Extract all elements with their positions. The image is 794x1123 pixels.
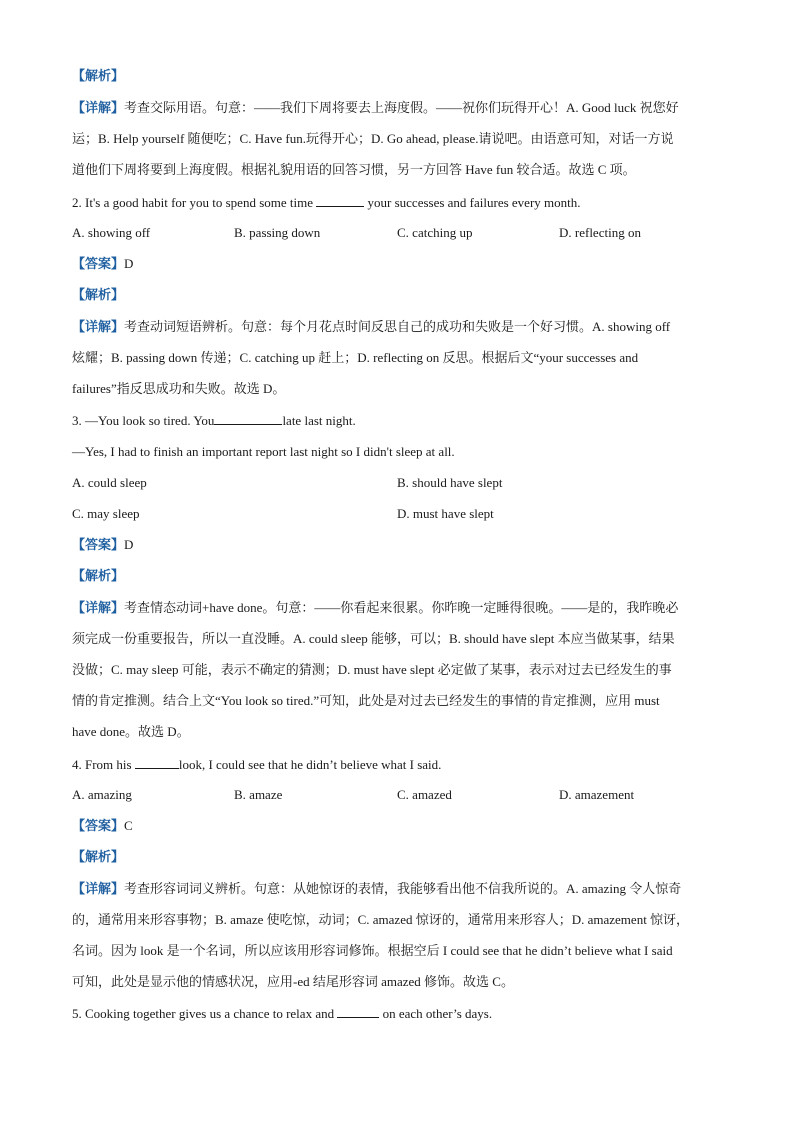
detail-tag: 【详解】 xyxy=(72,100,125,115)
question-5-stem: 5. Cooking together gives us a chance to relax and on each other’s days. xyxy=(72,1006,493,1021)
option-c: C. may sleep xyxy=(72,506,140,521)
detail-paragraph-line: 须完成一份重要报告，所以一直没睡。A. could sleep 能够，可以；B. should have slept 本应当做某事，结果 xyxy=(72,631,675,646)
detail-paragraph-line: 没做；C. may sleep 可能，表示不确定的猜测；D. must have slept 必定做了某事，表示对过去已经发生的事 xyxy=(72,662,672,677)
answer-blank xyxy=(135,756,179,769)
option-c: C. amazed xyxy=(397,787,452,802)
detail-paragraph-line: failures”指反思成功和失败。故选 D。 xyxy=(72,381,286,396)
analysis-heading xyxy=(72,287,724,303)
analysis-tag: 【解析】 xyxy=(72,568,125,583)
answer-value: C xyxy=(124,818,133,833)
option-b: B. should have slept xyxy=(397,475,503,490)
question-2-stem: 2. It's a good habit for you to spend some time your successes and failures every month. xyxy=(72,195,581,210)
detail-tag: 【详解】 xyxy=(72,600,125,615)
answer-tag: 【答案】 xyxy=(72,537,125,552)
detail-paragraph-line: 【详解】考查动词短语辨析。句意：每个月花点时间反思自己的成功和失败是一个好习惯。A. showing off xyxy=(72,319,671,334)
option-b: B. passing down xyxy=(234,225,321,240)
detail-paragraph-line xyxy=(72,100,724,116)
detail-paragraph-line: 【详解】考查情态动词+have done。句意：——你看起来很累。你昨晚一定睡得很晚。——是的，我昨晚必 xyxy=(72,600,679,615)
detail-paragraph-line: 【详解】考查形容词词义辨析。句意：从她惊讶的表情，我能够看出他不信我所说的。A. amazing 令人惊奇 xyxy=(72,881,682,896)
analysis-heading xyxy=(72,849,724,865)
answer-blank xyxy=(316,194,364,207)
answer-value: D xyxy=(124,256,134,271)
option-d: D. must have slept xyxy=(397,506,494,521)
detail-text: 道他们下周将要到上海度假。根据礼貌用语的回答习惯，另一方回答 Have fun 较合适。故选 C 项。 xyxy=(72,162,636,177)
option-d: D. amazement xyxy=(559,787,635,802)
detail-tag: 【详解】 xyxy=(72,881,125,896)
answer-blank xyxy=(214,412,282,425)
analysis-tag: 【解析】 xyxy=(72,849,125,864)
answer-tag: 【答案】 xyxy=(72,256,125,271)
detail-tag: 【详解】 xyxy=(72,319,125,334)
answer-tag: 【答案】 xyxy=(72,818,125,833)
option-d: D. reflecting on xyxy=(559,225,641,240)
answer-blank xyxy=(337,1005,379,1018)
detail-text: 考查交际用语。句意：——我们下周将要去上海度假。——祝你们玩得开心！A. Good luck 祝您好 xyxy=(124,100,679,115)
detail-paragraph-line xyxy=(72,162,724,178)
question-3-stem: 3. —You look so tired. You late last night. xyxy=(72,413,356,428)
detail-paragraph-line xyxy=(72,131,724,147)
answer-line xyxy=(72,818,724,834)
answer-value: D xyxy=(124,537,134,552)
option-a: A. showing off xyxy=(72,225,151,240)
analysis-tag: 【解析】 xyxy=(72,68,125,83)
question-4-stem: 4. From his look, I could see that he didn’t believe what I said. xyxy=(72,757,442,772)
detail-paragraph-line: 炫耀；B. passing down 传递；C. catching up 赶上；D. reflecting on 反思。根据后文“your successes and xyxy=(72,350,639,365)
detail-text: 运；B. Help yourself 随便吃；C. Have fun.玩得开心；D. Go ahead, please.请说吧。由语意可知，对话一方说 xyxy=(72,131,674,146)
detail-paragraph-line: 名词。因为 look 是一个名词，所以应该用形容词修饰。根据空后 I could see that he didn’t believe what I said xyxy=(72,943,673,958)
detail-paragraph-line: 可知，此处是显示他的情感状况，应用-ed 结尾形容词 amazed 修饰。故选 C。 xyxy=(72,974,514,989)
option-b: B. amaze xyxy=(234,787,283,802)
option-c: C. catching up xyxy=(397,225,473,240)
analysis-heading xyxy=(72,568,724,584)
answer-line xyxy=(72,537,724,553)
analysis-heading xyxy=(72,68,724,84)
detail-paragraph-line: 的，通常用来形容事物；B. amaze 使吃惊，动词；C. amazed 惊讶的，通常用来形容人；D. amazement 惊讶， xyxy=(72,912,690,927)
answer-line xyxy=(72,256,724,272)
detail-paragraph-line: 情的肯定推测。结合上文“You look so tired.”可知，此处是对过去已经发生的事情的肯定推测，应用 must xyxy=(72,693,660,708)
detail-paragraph-line: have done。故选 D。 xyxy=(72,724,190,739)
question-3-reply: —Yes, I had to finish an important report last night so I didn't sleep at all. xyxy=(72,444,455,459)
option-a: A. could sleep xyxy=(72,475,147,490)
analysis-tag: 【解析】 xyxy=(72,287,125,302)
option-a: A. amazing xyxy=(72,787,132,802)
